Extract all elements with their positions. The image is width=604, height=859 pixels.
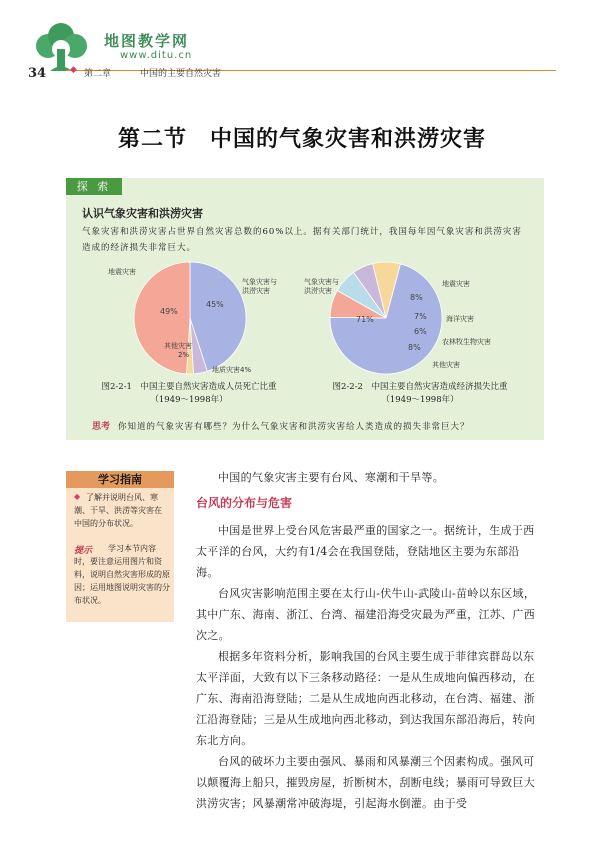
pie2-value-weather: 71% bbox=[356, 315, 374, 324]
pie2-value-other: 8% bbox=[408, 343, 421, 352]
body-intro: 中国的气象灾害主要有台风、寒潮和干旱等。 bbox=[218, 471, 444, 484]
explore-tab: 探 索 bbox=[66, 178, 122, 195]
diamond-bullet-icon: ◆ bbox=[70, 65, 77, 75]
guide-item: 了解并说明台风、寒潮、干旱、洪涝等灾害在中国的分布状况。 bbox=[74, 493, 162, 528]
pie1-label-other-value: 2% bbox=[178, 351, 190, 359]
think-text: 你知道的气象灾害有哪些？为什么气象灾害和洪涝灾害给人类造成的损失非常巨大？ bbox=[118, 422, 470, 432]
pie2-value-ocean: 7% bbox=[414, 312, 427, 321]
pie1-label-weather-line2: 洪涝灾害 bbox=[242, 287, 270, 295]
body-paragraph-4: 台风的破坏力主要由强风、暴雨和风暴潮三个因素构成。强风可以颠覆海上船只，摧毁房屋，折断树木，刮断电线；暴雨可导致巨大洪涝灾害；风暴潮常冲破海堤，引起海水倒灌。由于受 bbox=[196, 755, 535, 810]
pie1-label-other: 其他灾害 bbox=[164, 342, 192, 350]
pie-chart-economic-loss bbox=[326, 258, 446, 378]
figure-caption-2-years: （1949～1998年） bbox=[381, 395, 459, 405]
pie2-label-weather-line2: 洪涝灾害 bbox=[304, 287, 332, 295]
pie2-label-ocean: 海洋灾害 bbox=[446, 315, 474, 323]
pie1-value-weather: 45% bbox=[206, 300, 224, 309]
pie2-label-biological: 农林牧生物灾害 bbox=[442, 338, 491, 346]
explore-heading: 认识气象灾害和洪涝灾害 bbox=[82, 207, 203, 220]
pie-chart-death-ratio bbox=[130, 258, 250, 378]
section-title: 第二节 中国的气象灾害和洪涝灾害 bbox=[117, 126, 486, 152]
chapter-title: 中国的主要自然灾害 bbox=[140, 69, 222, 79]
page-number: 34 bbox=[28, 66, 47, 81]
pie2-label-other: 其他灾害 bbox=[432, 361, 460, 369]
pie1-label-earthquake: 地震灾害 bbox=[108, 268, 136, 276]
figure-caption-1 bbox=[84, 381, 294, 407]
body-paragraph-2: 台风灾害影响范围主要在太行山-伏牛山-武陵山-苗岭以东区域，其中广东、海南、浙江、台湾、福建沿海受灾最为严重，江苏、广西次之。 bbox=[196, 587, 536, 642]
pie2-label-earthquake: 地震灾害 bbox=[442, 280, 470, 288]
hint-text: 学习本节内容时，要注意运用图片和资料，说明自然灾害形成的原因；运用地图说明灾害的分布状况。 bbox=[74, 544, 170, 605]
pie2-value-earthquake: 8% bbox=[410, 293, 423, 302]
think-label: 思考 bbox=[92, 422, 111, 432]
site-url: www.ditu.cn bbox=[120, 50, 193, 61]
pie1-value-earthquake: 49% bbox=[160, 307, 178, 316]
figure-caption-1-years: （1949～1998年） bbox=[150, 395, 228, 405]
body-paragraph-1: 中国是世界上受台风危害最严重的国家之一。据统计，生成于西太平洋的台风，大约有1/4会在我国登陆，登陆地区主要为东部沿海。 bbox=[196, 524, 535, 579]
hint-label: 提示 bbox=[74, 546, 93, 556]
figure-caption-2-title: 图2-2-2 中国主要自然灾害造成经济损失比重 bbox=[332, 382, 508, 392]
figure-caption-1-title: 图2-2-1 中国主要自然灾害造成人员死亡比重 bbox=[101, 382, 277, 392]
body-paragraph-3: 根据多年资料分析，影响我国的台风主要生成于菲律宾群岛以东太平洋面，大致有以下三条移动路径：一是从生成地向偏西移动，在广东、海南沿海登陆；二是从生成地向西北移动，在台湾、福建、浙江沿海登陆；三是从生成地向西北移动，到达我国东部沿海后，转向东北方向。 bbox=[196, 650, 535, 747]
diamond-bullet-icon: ◆ bbox=[74, 492, 81, 501]
sub-heading: 台风的分布与危害 bbox=[196, 496, 293, 510]
pie1-label-weather-line1: 气象灾害与 bbox=[242, 278, 277, 286]
site-name: 地图教学网 bbox=[104, 32, 190, 50]
chapter-label: 第二章 bbox=[84, 69, 112, 79]
pie2-value-biological: 6% bbox=[414, 327, 427, 336]
guide-title: 学习指南 bbox=[66, 471, 174, 488]
pie1-label-geological: 地质灾害4% bbox=[212, 366, 252, 374]
explore-intro: 气象灾害和洪涝灾害占世界自然灾害总数的60%以上。据有关部门统计，我国每年因气象灾害和洪涝灾害造成的经济损失非常巨大。 bbox=[82, 227, 522, 253]
figure-caption-2 bbox=[308, 381, 532, 407]
pie2-label-weather-line1: 气象灾害与 bbox=[304, 278, 339, 286]
